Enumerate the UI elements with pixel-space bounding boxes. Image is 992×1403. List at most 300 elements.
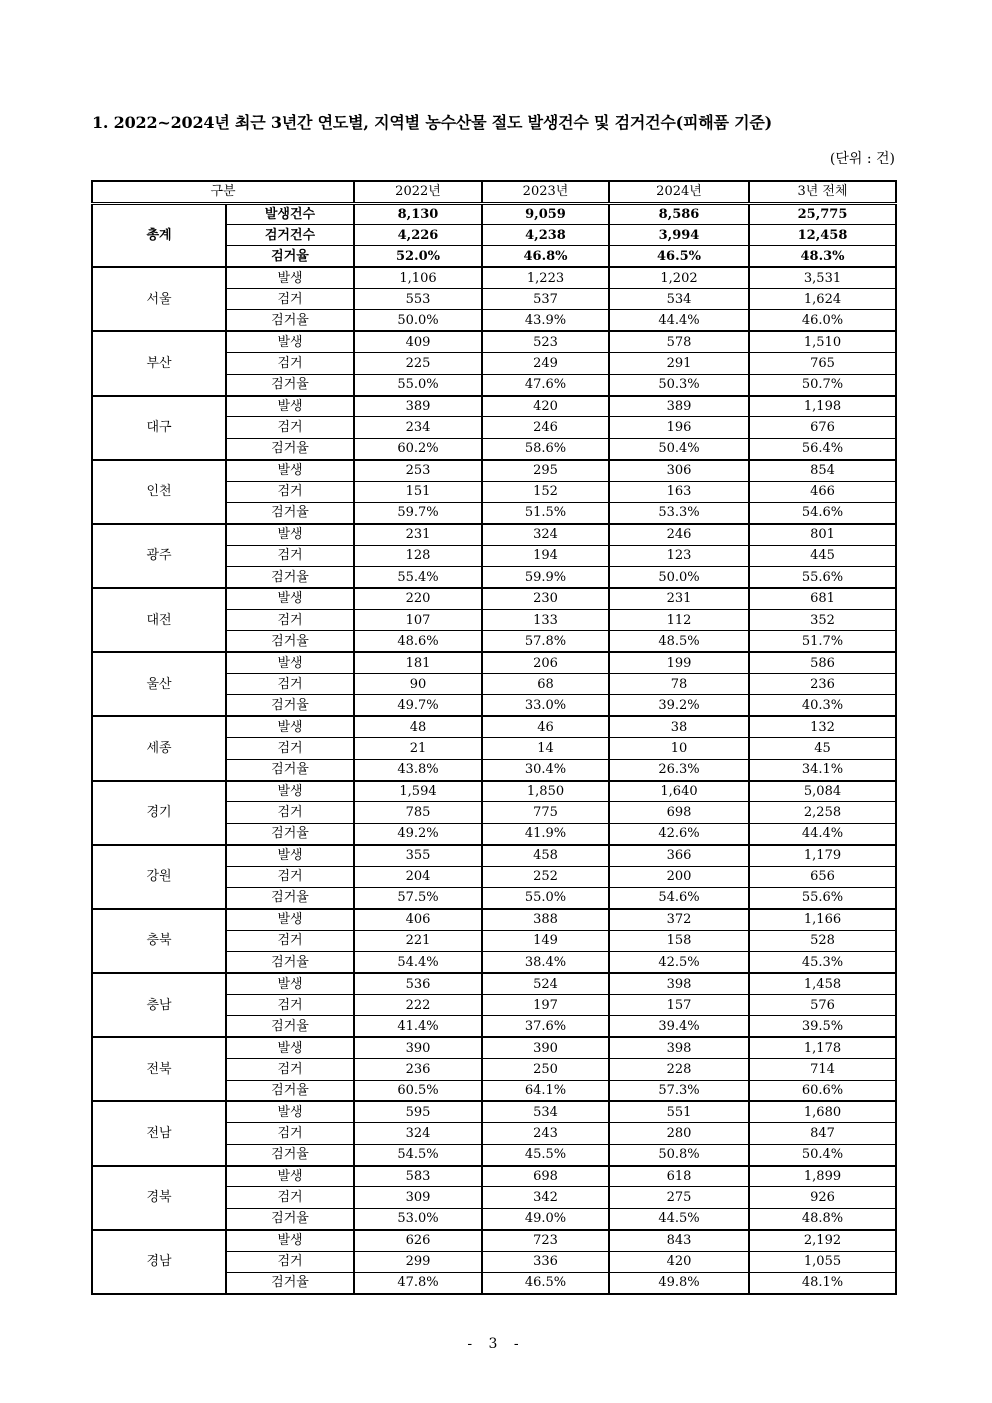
value-cell: 324 (482, 524, 609, 545)
value-cell: 1,223 (482, 267, 609, 288)
value-cell: 714 (749, 1059, 896, 1080)
value-cell: 1,899 (749, 1166, 896, 1187)
value-cell: 231 (609, 588, 749, 609)
value-cell: 534 (609, 289, 749, 310)
value-cell: 2,192 (749, 1230, 896, 1251)
row-label: 검거건수 (226, 224, 354, 245)
value-cell: 3,531 (749, 267, 896, 288)
region-cell: 경기 (92, 781, 226, 845)
region-cell: 충남 (92, 973, 226, 1037)
value-cell: 48.6% (354, 631, 482, 652)
value-cell: 52.0% (354, 246, 482, 267)
region-cell: 경남 (92, 1230, 226, 1294)
value-cell: 236 (749, 674, 896, 695)
row-label: 발생 (226, 1230, 354, 1251)
table-row (92, 845, 896, 866)
value-cell: 225 (354, 353, 482, 374)
value-cell: 128 (354, 545, 482, 566)
value-cell: 40.3% (749, 695, 896, 716)
row-label: 검거 (226, 1251, 354, 1272)
value-cell: 54.6% (749, 502, 896, 523)
row-label: 검거 (226, 802, 354, 823)
table-row (92, 1101, 896, 1122)
value-cell: 50.3% (609, 374, 749, 395)
region-cell: 서울 (92, 267, 226, 331)
value-cell: 252 (482, 866, 609, 887)
value-cell: 388 (482, 909, 609, 930)
region-cell: 총계 (92, 203, 226, 267)
value-cell: 398 (609, 1037, 749, 1058)
value-cell: 51.5% (482, 502, 609, 523)
table-row (92, 524, 896, 545)
value-cell: 204 (354, 866, 482, 887)
row-label: 검거율 (226, 310, 354, 331)
row-label: 발생 (226, 524, 354, 545)
value-cell: 309 (354, 1187, 482, 1208)
value-cell: 222 (354, 994, 482, 1015)
value-cell: 253 (354, 460, 482, 481)
value-cell: 157 (609, 994, 749, 1015)
value-cell: 39.5% (749, 1016, 896, 1037)
value-cell: 53.3% (609, 502, 749, 523)
header-row (92, 181, 896, 203)
value-cell: 90 (354, 674, 482, 695)
value-cell: 372 (609, 909, 749, 930)
value-cell: 30.4% (482, 759, 609, 780)
value-cell: 46.0% (749, 310, 896, 331)
value-cell: 221 (354, 930, 482, 951)
value-cell: 299 (354, 1251, 482, 1272)
value-cell: 420 (609, 1251, 749, 1272)
row-label: 검거율 (226, 246, 354, 267)
value-cell: 775 (482, 802, 609, 823)
value-cell: 1,640 (609, 781, 749, 802)
value-cell: 681 (749, 588, 896, 609)
document-title: 1. 2022~2024년 최근 3년간 연도별, 지역별 농수산물 절도 발생건수 및 검거건수(피해품 기준) (92, 113, 773, 132)
row-label: 발생 (226, 973, 354, 994)
row-label: 검거율 (226, 567, 354, 588)
value-cell: 576 (749, 994, 896, 1015)
value-cell: 1,202 (609, 267, 749, 288)
value-cell: 197 (482, 994, 609, 1015)
value-cell: 45.5% (482, 1144, 609, 1165)
value-cell: 324 (354, 1123, 482, 1144)
column-header-2024: 2024년 (609, 181, 749, 203)
value-cell: 57.3% (609, 1080, 749, 1101)
row-label: 발생 (226, 845, 354, 866)
region-cell: 대전 (92, 588, 226, 652)
value-cell: 78 (609, 674, 749, 695)
region-cell: 충북 (92, 909, 226, 973)
value-cell: 523 (482, 331, 609, 352)
value-cell: 21 (354, 738, 482, 759)
value-cell: 48 (354, 716, 482, 737)
value-cell: 46.5% (609, 246, 749, 267)
value-cell: 336 (482, 1251, 609, 1272)
value-cell: 458 (482, 845, 609, 866)
row-label: 검거 (226, 674, 354, 695)
value-cell: 48.8% (749, 1208, 896, 1229)
value-cell: 46.5% (482, 1273, 609, 1294)
value-cell: 26.3% (609, 759, 749, 780)
value-cell: 43.8% (354, 759, 482, 780)
value-cell: 246 (482, 417, 609, 438)
value-cell: 46.8% (482, 246, 609, 267)
table-row (92, 1037, 896, 1058)
value-cell: 352 (749, 609, 896, 630)
value-cell: 163 (609, 481, 749, 502)
unit-label: (단위 : 건) (829, 151, 895, 167)
row-label: 발생 (226, 460, 354, 481)
value-cell: 49.7% (354, 695, 482, 716)
value-cell: 231 (354, 524, 482, 545)
value-cell: 50.8% (609, 1144, 749, 1165)
value-cell: 50.4% (609, 438, 749, 459)
row-label: 검거 (226, 353, 354, 374)
table-row (92, 396, 896, 417)
value-cell: 295 (482, 460, 609, 481)
region-cell: 전북 (92, 1037, 226, 1101)
table-row (92, 652, 896, 673)
table-row (92, 716, 896, 737)
value-cell: 50.7% (749, 374, 896, 395)
value-cell: 8,130 (354, 203, 482, 224)
column-header-2023: 2023년 (482, 181, 609, 203)
value-cell: 234 (354, 417, 482, 438)
value-cell: 151 (354, 481, 482, 502)
value-cell: 41.4% (354, 1016, 482, 1037)
row-label: 검거율 (226, 1016, 354, 1037)
value-cell: 45 (749, 738, 896, 759)
value-cell: 1,106 (354, 267, 482, 288)
value-cell: 59.7% (354, 502, 482, 523)
value-cell: 389 (609, 396, 749, 417)
region-cell: 강원 (92, 845, 226, 909)
value-cell: 843 (609, 1230, 749, 1251)
row-label: 검거율 (226, 1144, 354, 1165)
value-cell: 243 (482, 1123, 609, 1144)
value-cell: 280 (609, 1123, 749, 1144)
row-label: 발생 (226, 1037, 354, 1058)
value-cell: 785 (354, 802, 482, 823)
value-cell: 250 (482, 1059, 609, 1080)
value-cell: 53.0% (354, 1208, 482, 1229)
value-cell: 60.2% (354, 438, 482, 459)
value-cell: 55.6% (749, 888, 896, 909)
value-cell: 534 (482, 1101, 609, 1122)
value-cell: 275 (609, 1187, 749, 1208)
value-cell: 249 (482, 353, 609, 374)
value-cell: 553 (354, 289, 482, 310)
value-cell: 1,198 (749, 396, 896, 417)
row-label: 검거 (226, 609, 354, 630)
row-label: 발생 (226, 1166, 354, 1187)
value-cell: 390 (482, 1037, 609, 1058)
value-cell: 4,226 (354, 224, 482, 245)
value-cell: 466 (749, 481, 896, 502)
value-cell: 854 (749, 460, 896, 481)
value-cell: 3,994 (609, 224, 749, 245)
value-cell: 8,586 (609, 203, 749, 224)
value-cell: 55.6% (749, 567, 896, 588)
row-label: 발생 (226, 588, 354, 609)
value-cell: 723 (482, 1230, 609, 1251)
value-cell: 1,510 (749, 331, 896, 352)
value-cell: 1,055 (749, 1251, 896, 1272)
value-cell: 1,166 (749, 909, 896, 930)
region-cell: 부산 (92, 331, 226, 395)
page-number: - 3 - (467, 1336, 525, 1352)
value-cell: 306 (609, 460, 749, 481)
value-cell: 50.0% (354, 310, 482, 331)
value-cell: 801 (749, 524, 896, 545)
value-cell: 133 (482, 609, 609, 630)
value-cell: 586 (749, 652, 896, 673)
row-label: 검거 (226, 1187, 354, 1208)
value-cell: 54.5% (354, 1144, 482, 1165)
value-cell: 1,850 (482, 781, 609, 802)
table-row (92, 973, 896, 994)
table-row (92, 1230, 896, 1251)
value-cell: 68 (482, 674, 609, 695)
table-row (92, 460, 896, 481)
row-label: 검거율 (226, 759, 354, 780)
value-cell: 149 (482, 930, 609, 951)
row-label: 검거율 (226, 438, 354, 459)
value-cell: 524 (482, 973, 609, 994)
region-cell: 광주 (92, 524, 226, 588)
value-cell: 583 (354, 1166, 482, 1187)
value-cell: 112 (609, 609, 749, 630)
value-cell: 60.5% (354, 1080, 482, 1101)
row-label: 검거율 (226, 1080, 354, 1101)
value-cell: 236 (354, 1059, 482, 1080)
value-cell: 2,258 (749, 802, 896, 823)
value-cell: 420 (482, 396, 609, 417)
value-cell: 656 (749, 866, 896, 887)
column-header-category: 구분 (92, 181, 354, 203)
row-label: 검거율 (226, 502, 354, 523)
row-label: 검거 (226, 866, 354, 887)
value-cell: 58.6% (482, 438, 609, 459)
value-cell: 46 (482, 716, 609, 737)
value-cell: 698 (482, 1166, 609, 1187)
value-cell: 1,594 (354, 781, 482, 802)
value-cell: 39.2% (609, 695, 749, 716)
value-cell: 366 (609, 845, 749, 866)
value-cell: 291 (609, 353, 749, 374)
table-row (92, 909, 896, 930)
value-cell: 34.1% (749, 759, 896, 780)
row-label: 발생 (226, 781, 354, 802)
column-header-3yr-total: 3년 전체 (749, 181, 896, 203)
row-label: 검거 (226, 481, 354, 502)
row-label: 검거 (226, 417, 354, 438)
statistics-table (91, 180, 897, 1295)
value-cell: 54.4% (354, 952, 482, 973)
table-row (92, 588, 896, 609)
value-cell: 51.7% (749, 631, 896, 652)
value-cell: 1,178 (749, 1037, 896, 1058)
value-cell: 42.6% (609, 823, 749, 844)
row-label: 발생 (226, 267, 354, 288)
value-cell: 595 (354, 1101, 482, 1122)
value-cell: 48.1% (749, 1273, 896, 1294)
value-cell: 54.6% (609, 888, 749, 909)
value-cell: 194 (482, 545, 609, 566)
row-label: 검거 (226, 738, 354, 759)
value-cell: 10 (609, 738, 749, 759)
value-cell: 38.4% (482, 952, 609, 973)
value-cell: 1,680 (749, 1101, 896, 1122)
value-cell: 5,084 (749, 781, 896, 802)
value-cell: 578 (609, 331, 749, 352)
value-cell: 676 (749, 417, 896, 438)
value-cell: 398 (609, 973, 749, 994)
row-label: 발생 (226, 331, 354, 352)
value-cell: 55.4% (354, 567, 482, 588)
value-cell: 49.2% (354, 823, 482, 844)
row-label: 발생 (226, 652, 354, 673)
value-cell: 59.9% (482, 567, 609, 588)
value-cell: 132 (749, 716, 896, 737)
value-cell: 342 (482, 1187, 609, 1208)
value-cell: 55.0% (482, 888, 609, 909)
value-cell: 537 (482, 289, 609, 310)
value-cell: 220 (354, 588, 482, 609)
value-cell: 49.0% (482, 1208, 609, 1229)
value-cell: 199 (609, 652, 749, 673)
value-cell: 536 (354, 973, 482, 994)
value-cell: 37.6% (482, 1016, 609, 1037)
table-row (92, 267, 896, 288)
value-cell: 1,624 (749, 289, 896, 310)
value-cell: 228 (609, 1059, 749, 1080)
region-cell: 인천 (92, 460, 226, 524)
value-cell: 847 (749, 1123, 896, 1144)
row-label: 발생건수 (226, 203, 354, 224)
row-label: 발생 (226, 1101, 354, 1122)
value-cell: 44.4% (609, 310, 749, 331)
region-cell: 전남 (92, 1101, 226, 1165)
value-cell: 43.9% (482, 310, 609, 331)
value-cell: 1,179 (749, 845, 896, 866)
value-cell: 25,775 (749, 203, 896, 224)
value-cell: 528 (749, 930, 896, 951)
value-cell: 47.6% (482, 374, 609, 395)
value-cell: 698 (609, 802, 749, 823)
row-label: 검거 (226, 1123, 354, 1144)
value-cell: 123 (609, 545, 749, 566)
region-cell: 대구 (92, 396, 226, 460)
row-label: 검거율 (226, 374, 354, 395)
value-cell: 56.4% (749, 438, 896, 459)
table-body (92, 203, 896, 1294)
value-cell: 50.4% (749, 1144, 896, 1165)
value-cell: 4,238 (482, 224, 609, 245)
value-cell: 181 (354, 652, 482, 673)
value-cell: 230 (482, 588, 609, 609)
value-cell: 1,458 (749, 973, 896, 994)
row-label: 발생 (226, 716, 354, 737)
region-cell: 경북 (92, 1166, 226, 1230)
row-label: 검거 (226, 994, 354, 1015)
value-cell: 390 (354, 1037, 482, 1058)
value-cell: 64.1% (482, 1080, 609, 1101)
value-cell: 152 (482, 481, 609, 502)
value-cell: 389 (354, 396, 482, 417)
value-cell: 33.0% (482, 695, 609, 716)
row-label: 검거율 (226, 1208, 354, 1229)
row-label: 검거 (226, 289, 354, 310)
row-label: 검거율 (226, 952, 354, 973)
value-cell: 355 (354, 845, 482, 866)
value-cell: 206 (482, 652, 609, 673)
value-cell: 9,059 (482, 203, 609, 224)
value-cell: 926 (749, 1187, 896, 1208)
value-cell: 48.3% (749, 246, 896, 267)
value-cell: 60.6% (749, 1080, 896, 1101)
value-cell: 39.4% (609, 1016, 749, 1037)
row-label: 검거율 (226, 1273, 354, 1294)
value-cell: 107 (354, 609, 482, 630)
value-cell: 45.3% (749, 952, 896, 973)
value-cell: 626 (354, 1230, 482, 1251)
table-row (92, 1166, 896, 1187)
value-cell: 445 (749, 545, 896, 566)
value-cell: 196 (609, 417, 749, 438)
value-cell: 409 (354, 331, 482, 352)
row-label: 발생 (226, 909, 354, 930)
row-label: 검거 (226, 545, 354, 566)
value-cell: 14 (482, 738, 609, 759)
value-cell: 551 (609, 1101, 749, 1122)
value-cell: 12,458 (749, 224, 896, 245)
row-label: 검거율 (226, 823, 354, 844)
row-label: 검거율 (226, 695, 354, 716)
row-label: 검거 (226, 1059, 354, 1080)
value-cell: 158 (609, 930, 749, 951)
region-cell: 울산 (92, 652, 226, 716)
value-cell: 41.9% (482, 823, 609, 844)
table-row (92, 331, 896, 352)
value-cell: 38 (609, 716, 749, 737)
value-cell: 44.4% (749, 823, 896, 844)
value-cell: 618 (609, 1166, 749, 1187)
value-cell: 765 (749, 353, 896, 374)
value-cell: 50.0% (609, 567, 749, 588)
table-row (92, 781, 896, 802)
row-label: 검거율 (226, 888, 354, 909)
value-cell: 44.5% (609, 1208, 749, 1229)
row-label: 검거율 (226, 631, 354, 652)
region-cell: 세종 (92, 716, 226, 780)
value-cell: 55.0% (354, 374, 482, 395)
value-cell: 246 (609, 524, 749, 545)
column-header-2022: 2022년 (354, 181, 482, 203)
value-cell: 200 (609, 866, 749, 887)
table-row (92, 203, 896, 224)
value-cell: 57.5% (354, 888, 482, 909)
value-cell: 48.5% (609, 631, 749, 652)
row-label: 검거 (226, 930, 354, 951)
value-cell: 47.8% (354, 1273, 482, 1294)
value-cell: 42.5% (609, 952, 749, 973)
value-cell: 49.8% (609, 1273, 749, 1294)
row-label: 발생 (226, 396, 354, 417)
value-cell: 406 (354, 909, 482, 930)
value-cell: 57.8% (482, 631, 609, 652)
